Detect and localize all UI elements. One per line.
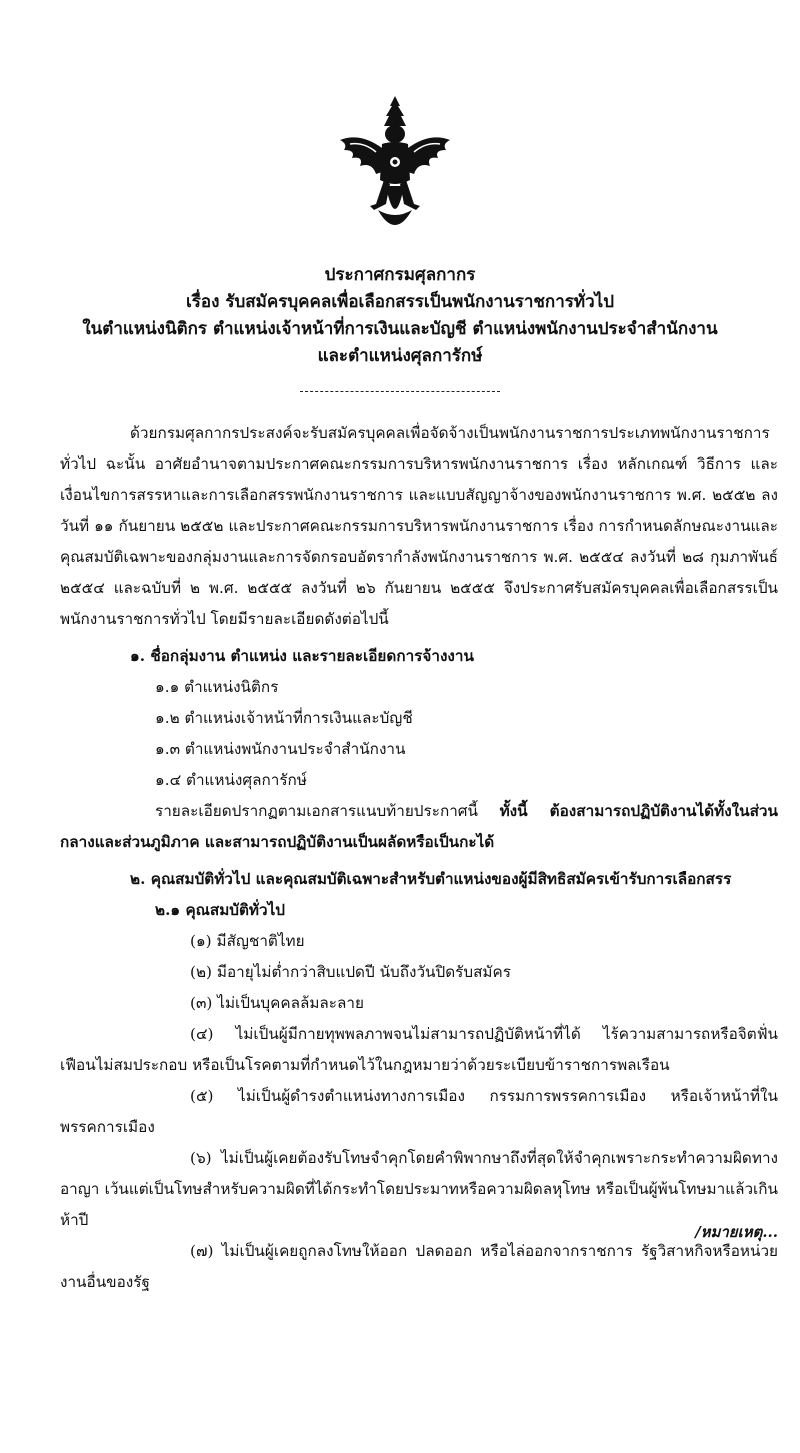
qualification-item: (๔) ไม่เป็นผู้มีกายทุพพลภาพจนไม่สามารถปฏิบัติหน้าที่ได้ ไร้ความสามารถหรือจิตฟั่นเฟือนไม่สมประกอบ หรือเป็นโรคตามที่กำหนดไว้ในกฎหมายว่าด้วยระเบียบข้าราชการพลเรือน xyxy=(60,1025,778,1074)
header-divider xyxy=(300,391,500,392)
section1-detail-bold: ทั้งนี้ ต้องสามารถปฏิบัติงานได้ทั้งในส่วนกลางและส่วนภูมิภาค และสามารถปฏิบัติงานเป็นผลัดหรือเป็นกะได้ xyxy=(60,802,778,851)
qualification-item: (๗) ไม่เป็นผู้เคยถูกลงโทษให้ออก ปลดออก หรือไล่ออกจากราชการ รัฐวิสาหกิจหรือหน่วยงานอื่นของรัฐ xyxy=(60,1242,778,1291)
position-item: ๑.๑ ตำแหน่งนิติกร xyxy=(155,678,279,696)
section1-title: ๑. ชื่อกลุ่มงาน ตำแหน่ง และรายละเอียดการจ้างงาน xyxy=(130,647,474,665)
qualification-item: (๑) มีสัญชาติไทย xyxy=(190,932,305,950)
section2-title: ๒. คุณสมบัติทั่วไป และคุณสมบัติเฉพาะสำหรับตำแหน่งของผู้มีสิทธิสมัครเข้ารับการเลือกสรร xyxy=(130,870,732,888)
qualification-item: (๒) มีอายุไม่ต่ำกว่าสิบแปดปี นับถึงวันปิดรับสมัคร xyxy=(190,963,511,981)
qualification-item: (๓) ไม่เป็นบุคคลล้มละลาย xyxy=(190,994,364,1012)
qualification-item: (๖) ไม่เป็นผู้เคยต้องรับโทษจำคุกโดยคำพิพากษาถึงที่สุดให้จำคุกเพราะกระทำความผิดทางอาญา เว้นแต่เป็นโทษสำหรับความผิดที่ได้กระทำโดยประมาทหรือความผิดลหุโทษ หรือเป็นผู้พ้นโทษมาแล้วเกินห้าปี xyxy=(60,1149,778,1229)
header-positions: ในตำแหน่งนิติกร ตำแหน่งเจ้าหน้าที่การเงินและบัญชี ตำแหน่งพนักงานประจำสำนักงาน xyxy=(82,319,718,339)
position-item: ๑.๓ ตำแหน่งพนักงานประจำสำนักงาน xyxy=(155,740,406,758)
section2-subtitle: ๒.๑ คุณสมบัติทั่วไป xyxy=(155,901,286,919)
announcement-body xyxy=(60,418,778,1298)
garuda-emblem-icon xyxy=(330,92,460,242)
position-item: ๑.๒ ตำแหน่งเจ้าหน้าที่การเงินและบัญชี xyxy=(155,709,413,727)
intro-paragraph: ด้วยกรมศุลกากรประสงค์จะรับสมัครบุคคลเพื่อจัดจ้างเป็นพนักงานราชการประเภทพนักงานราชการทั่วไป ฉะนั้น อาศัยอำนาจตามประกาศคณะกรรมการบริหารพนักงานราชการ เรื่อง หลักเกณฑ์ วิธีการ และเงื่อนไขการสรรหาและการเลือกสรรพนักงานราชการ และแบบสัญญาจ้างของพนักงานราชการ พ.ศ. ๒๕๕๒ ลงวันที่ ๑๑ กันยายน ๒๕๕๒ และประกาศคณะกรรมการบริหารพนักงานราชการ เรื่อง การกำหนดลักษณะงานและคุณสมบัติเฉพาะของกลุ่มงานและการจัดกรอบอัตรากำลังพนักงานราชการ พ.ศ. ๒๕๕๔ ลงวันที่ ๒๘ กุมภาพันธ์ ๒๕๕๔ และฉบับที่ ๒ พ.ศ. ๒๕๕๕ ลงวันที่ ๒๖ กันยายน ๒๕๕๕ จึงประกาศรับสมัครบุคคลเพื่อเลือกสรรเป็นพนักงานราชการทั่วไป โดยมีรายละเอียดดังต่อไปนี้ xyxy=(60,424,778,628)
header-subject: เรื่อง รับสมัครบุคคลเพื่อเลือกสรรเป็นพนักงานราชการทั่วไป xyxy=(185,292,614,312)
section1-detail-plain: รายละเอียดปรากฏตามเอกสารแนบท้ายประกาศนี้ xyxy=(155,802,500,820)
qualification-item: (๕) ไม่เป็นผู้ดำรงตำแหน่งทางการเมือง กรรมการพรรคการเมือง หรือเจ้าหน้าที่ในพรรคการเมือง xyxy=(60,1087,778,1136)
header-agency: ประกาศกรมศุลกากร xyxy=(324,265,476,285)
announcement-header xyxy=(0,262,800,370)
section1-detail xyxy=(60,796,778,858)
header-positions-cont: และตำแหน่งศุลการักษ์ xyxy=(317,346,483,366)
position-item: ๑.๔ ตำแหน่งศุลการักษ์ xyxy=(155,771,307,789)
continuation-note: /หมายเหตุ... xyxy=(695,1223,778,1241)
